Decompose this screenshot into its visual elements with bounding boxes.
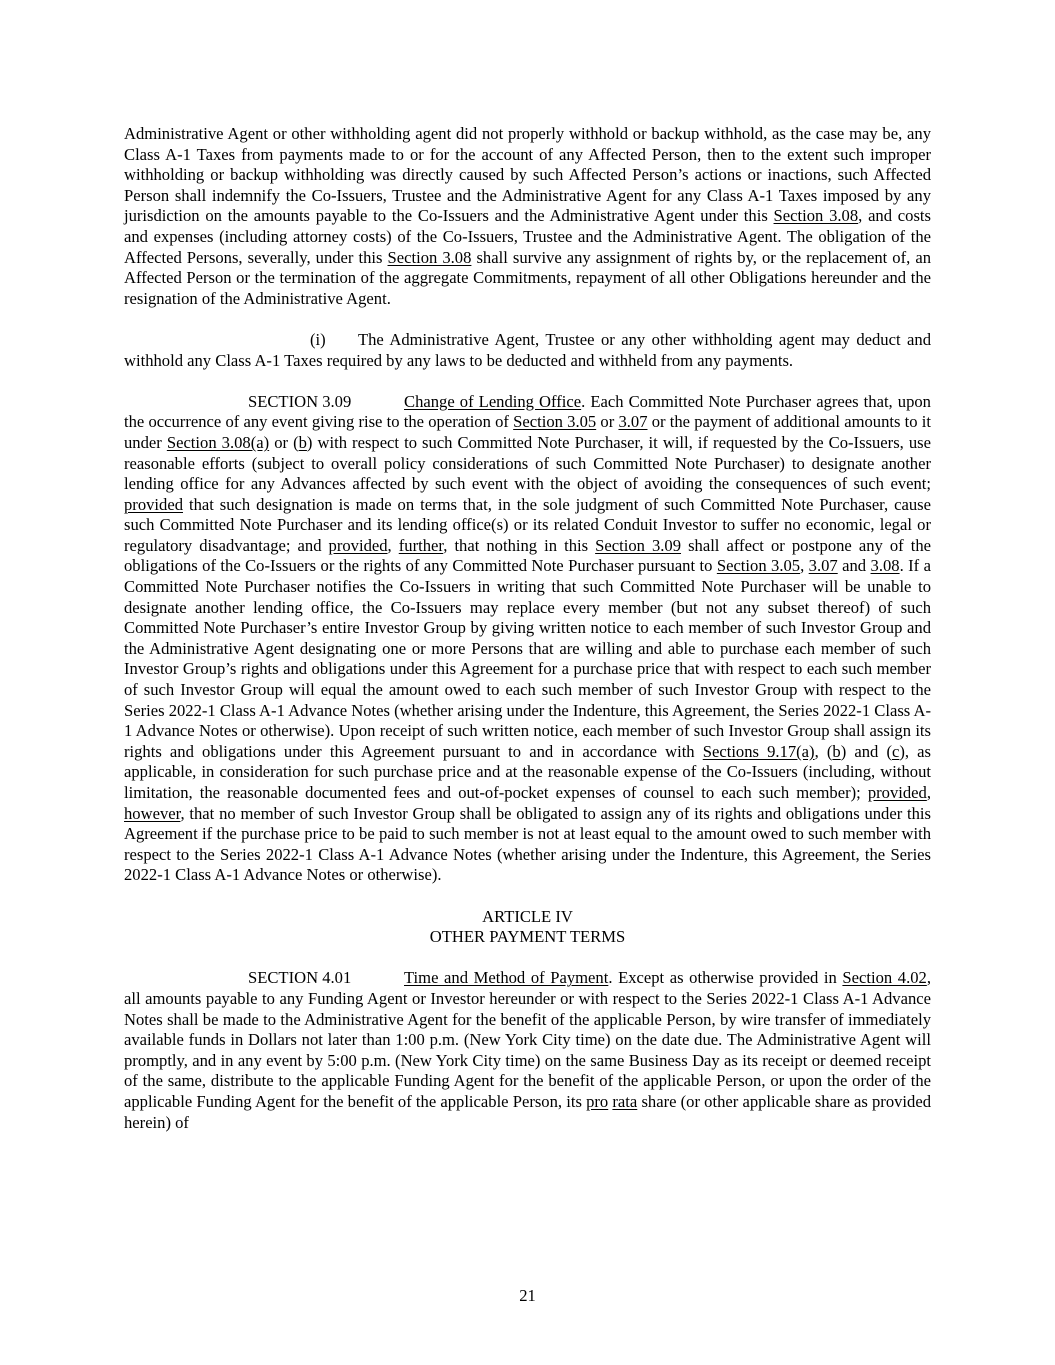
article-number: ARTICLE IV (482, 906, 573, 926)
page-number: 21 (519, 1286, 536, 1305)
text-run: and (837, 556, 871, 576)
section-reference: Sections 9.17(a) (702, 741, 815, 761)
text-run: , (926, 783, 931, 802)
text-run: , all amounts payable to any Funding Agent or Investor hereunder or with respect to the Series 2022-1 Class A-1 Advance Notes shall be made to the Administrative Agent for the benefit of the applicable Person, by wire transfer of immediately available funds in Dollars not later than 1:00 p.m. (New York City time) on the date due. The Administrative Agent will promptly, and in any event by 5:00 p.m. (New York City time) on the same Business Day as its receipt or deemed receipt of the same, distribute to the applicable Funding Agent for the benefit of the applicable Person, or upon the order of the applicable Funding Agent for the benefit of the applicable Person, its (124, 968, 931, 1111)
text-run: ), as applicable, in consideration for such purchase price and at the reasonable expense of the Co-Issuers (including, without limitation, the reasonable documented fees and out-of-pocket expenses of counsel to each such member); (124, 741, 931, 802)
section-reference: Section 3.05 (513, 412, 597, 432)
text-run: , (800, 556, 809, 576)
defined-term: rata (612, 1091, 638, 1111)
text-run: ) and ( (840, 741, 892, 761)
text-run: or (596, 412, 619, 432)
continued-paragraph (124, 124, 931, 309)
text-run: or the payment of additional amounts to it under (124, 412, 931, 452)
text-run: that such designation is made on terms that, in the sole judgment of such Committed Note Purchaser, cause such Committed Note Purchaser and its lending office(s) or its related Conduit Investor to suffer no economic, legal or regulatory disadvantage; and (124, 494, 931, 555)
defined-term: provided (867, 783, 927, 802)
section-reference: Section 3.05 (716, 556, 801, 576)
text-run: . Except as otherwise provided in (608, 968, 843, 988)
text-run: The Administrative Agent, Trustee or any other withholding agent may deduct and withhold any Class A-1 Taxes required by any laws to be deducted and withheld from any payments. (124, 329, 931, 370)
text-run: , ( (814, 741, 833, 761)
text-run: Administrative Agent or other withholding agent did not properly withhold or backup withhold, as the case may be, any Class A-1 Taxes from payments made to or for the account of any Affected Person, then to the extent such improper withholding or backup withholding was directly caused by such Affected Person’s actions or inactions, such Affected Person shall indemnify the Co-Issuers, Trustee and the Administrative Agent for any Class A-1 Taxes imposed by any jurisdiction on the amounts payable to the Co-Issuers and the Administrative Agent under this (124, 124, 931, 226)
clause-label: (i) (310, 329, 326, 349)
clause-i-paragraph (124, 330, 931, 371)
text-run: , that no member of such Investor Group shall be obligated to assign any of its rights and obligations under this Agreement if the purchase price to be paid to such member is not at least equal to the amount owed to such member with respect to the Series 2022-1 Class A-1 Advance Notes (whether arising under the Indenture, this Agreement, the Series 2022-1 Class A-1 Advance Notes or otherwise). (124, 803, 931, 885)
section-reference: b (298, 432, 307, 452)
section-reference: 3.07 (618, 412, 648, 432)
defined-term: further (398, 535, 444, 555)
section-number: SECTION 4.01 (248, 968, 352, 988)
defined-term: provided (124, 494, 183, 514)
article-title: OTHER PAYMENT TERMS (429, 927, 626, 947)
text-run: or ( (269, 432, 299, 452)
section-reference: Section 4.02 (842, 968, 927, 988)
text-run: share (or other applicable share as provided herein) of (124, 1091, 931, 1132)
text-run: shall affect or postpone any of the obligations of the Co-Issuers or the rights of any Committed Note Purchaser pursuant to (124, 535, 931, 576)
text-run: . Each Committed Note Purchaser agrees that, upon the occurrence of any event giving rise to the operation of (124, 391, 931, 432)
text-run: shall survive any assignment of rights by, or the replacement of, an Affected Person or the termination of the aggregate Commitments, repayment of all other Obligations hereunder and the resignation of the Administrative Agent. (124, 247, 931, 308)
section-reference: 3.08 (870, 556, 900, 576)
text-run: ) with respect to such Committed Note Purchaser, it will, if requested by the Co-Issuers, use reasonable efforts (subject to overall policy considerations of such Committed Note Purchaser) to designate another lending office for any Advances affected by such event with the object of avoiding the consequences of such event; (124, 432, 931, 494)
text-run: , that nothing in this (443, 535, 596, 555)
text-run: , and costs and expenses (including attorney costs) of the Co-Issuers, Trustee and the Administrative Agent. The obligation of the Affected Persons, severally, under this (124, 206, 931, 267)
section-reference: 3.07 (808, 556, 838, 576)
section-4-01-paragraph (124, 968, 931, 1133)
section-heading: Time and Method of Payment (404, 968, 609, 988)
section-reference: Section 3.08(a) (166, 432, 270, 452)
document-page (124, 124, 931, 1133)
article-heading (124, 907, 931, 948)
section-reference: Section 3.09 (595, 535, 682, 555)
text-run: , (387, 535, 399, 555)
text-run: . If a Committed Note Purchaser notifies the Co-Issuers in writing that such Committed Note Purchaser will be unable to designate another lending office, the Co-Issuers may replace every member (but not any subset thereof) of such Committed Note Purchaser’s entire Investor Group by giving written notice to each member of such Investor Group and the Administrative Agent designating one or more Persons that are willing and able to purchase each member of such Investor Group’s rights and obligations under this Agreement for a purchase price that with respect to each such member of such Investor Group will equal the amount owed to each such member of such Investor Group with respect to the Series 2022-1 Class A-1 Advance Notes (whether arising under the Indenture, this Agreement, the Series 2022-1 Class A-1 Advance Notes or otherwise). Upon receipt of such written notice, each member of such Investor Group shall assign its rights and obligations under this Agreement pursuant to and in accordance with (124, 556, 931, 761)
section-reference: Section 3.08 (387, 247, 472, 267)
defined-term: pro (586, 1091, 609, 1111)
section-reference: b (832, 741, 841, 761)
section-3-09-paragraph (124, 392, 931, 886)
section-reference: c (891, 741, 900, 761)
section-heading: Change of Lending Office (404, 391, 582, 411)
section-reference: Section 3.08 (773, 206, 859, 226)
defined-term: provided (328, 535, 388, 555)
defined-term: however (124, 803, 181, 823)
section-number: SECTION 3.09 (248, 391, 352, 411)
